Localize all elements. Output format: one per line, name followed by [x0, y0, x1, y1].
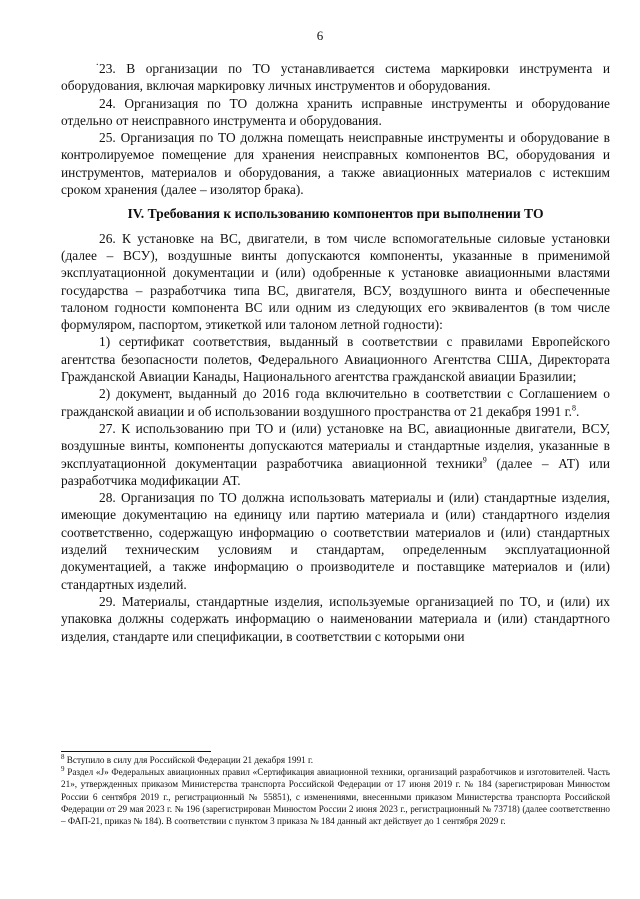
- document-body: [61, 60, 610, 645]
- paragraph-24: 24. Организация по ТО должна хранить исправные инструменты и оборудование отдельно от неисправного инструмента и оборудования.: [61, 95, 610, 128]
- paragraph-23: 23. В организации по ТО устанавливается система маркировки инструмента и оборудования, включая маркировку личных инструментов и оборудования.: [61, 61, 610, 94]
- footnote-9: [61, 766, 610, 827]
- footnote-text: Раздел «J» Федеральных авиационных правил «Сертификация авиационной техники, организаций разработчиков и изготовителей. Часть 21», утвержденных приказом Министерства транспорта Российской Федерации от 17 июня 2019 г. № 184 (зарегистрирован Минюстом России 6 сентября 2019 г., регистрационный № 55851), с изменениями, внесенными приказом Министерства транспорта Российской Федерации от 29 мая 2023 г. № 196 (зарегистрирован Минюстом России 2 июня 2023 г., регистрационный № 73718) (далее соответственно – ФАП-21, приказ № 184). В соответствии с пунктом 3 приказа № 184 данный акт действует до 1 сентября 2029 г.: [61, 767, 610, 827]
- footnote-text: Вступило в силу для Российской Федерации 21 декабря 1991 г.: [64, 755, 314, 765]
- footnote-mark: 9: [61, 765, 65, 774]
- footnote-mark: 8: [61, 752, 65, 761]
- section-heading: IV. Требования к использованию компонентов при выполнении ТО: [127, 206, 544, 222]
- footnote-ref-9[interactable]: 9: [482, 455, 487, 465]
- footnote-8: [61, 754, 610, 766]
- item-2-text: 2) документ, выданный до 2016 года включительно в соответствии с Соглашением о гражданской авиации и об использовании воздушного пространства от 21 декабря 1991 г.: [61, 386, 610, 419]
- page-number: 6: [316, 28, 324, 43]
- footnotes: [61, 754, 610, 827]
- paragraph-25: 25. Организация по ТО должна помещать неисправные инструменты и оборудование в контролируемое помещение для хранения неисправных компонентов ВС, оборудования и инструментов, материалов и оборудования, а также авиационных материалов с истекшим сроком хранения (далее – изолятор брака).: [61, 130, 610, 198]
- paragraph-26-item-1: 1) сертификат соответствия, выданный в соответствии с правилами Европейского агентства безопасности полетов, Федерального Авиационного Агентства США, Директората Гражданской Авиации Канады, Национального агентства гражданской авиации Бразилии;: [61, 334, 610, 385]
- paragraph-26: 26. К установке на ВС, двигатели, в том числе вспомогательные силовые установки (далее – ВСУ), воздушные винты допускаются компоненты, указанные в применимой эксплуатационной документации и (или) одобренные к установке авиационными властями государства – разработчика типа ВС, двигателя, ВСУ, воздушного винта и обеспеченные талоном годности компонента ВС или одним из следующих его эквивалентов (в том числе формуляром, паспортом, этикеткой или талоном летной годности):: [61, 230, 610, 333]
- item-2-end: .: [575, 403, 580, 419]
- paragraph-27-end: (далее – АТ) или разработчика модификации АТ.: [61, 455, 611, 488]
- stray-mark: .: [96, 57, 99, 68]
- paragraph-26-item-2: [61, 385, 610, 420]
- paragraph-27-text: 27. К использованию при ТО и (или) установке на ВС, авиационные двигатели, ВСУ, воздушные винты, компоненты допускаются материалы и стандартные изделия, указанные в эксплуатационной документации разработчика авиационной техники: [61, 420, 610, 471]
- paragraph-28: 28. Организация по ТО должна использовать материалы и (или) стандартные изделия, имеющие документацию на единицу или партию материала и (или) стандартного изделия соответственно, содержащую информацию о соответствии материалов и (или) стандартных изделий техническим условиям и стандартам, определенным эксплуатационной документацией, а также информацию о производителе и поставщике материалов и (или) стандартных изделий.: [61, 490, 610, 592]
- paragraph-27: [61, 420, 610, 489]
- paragraph-29: 29. Материалы, стандартные изделия, используемые организацией по ТО, и (или) их упаковка должны содержать информацию о наименовании материала и (или) стандартного изделия, стандарте или спецификации, в соответствии с которыми они: [61, 593, 610, 644]
- footnote-separator: [61, 751, 211, 752]
- footnote-ref-8[interactable]: 8: [571, 403, 576, 413]
